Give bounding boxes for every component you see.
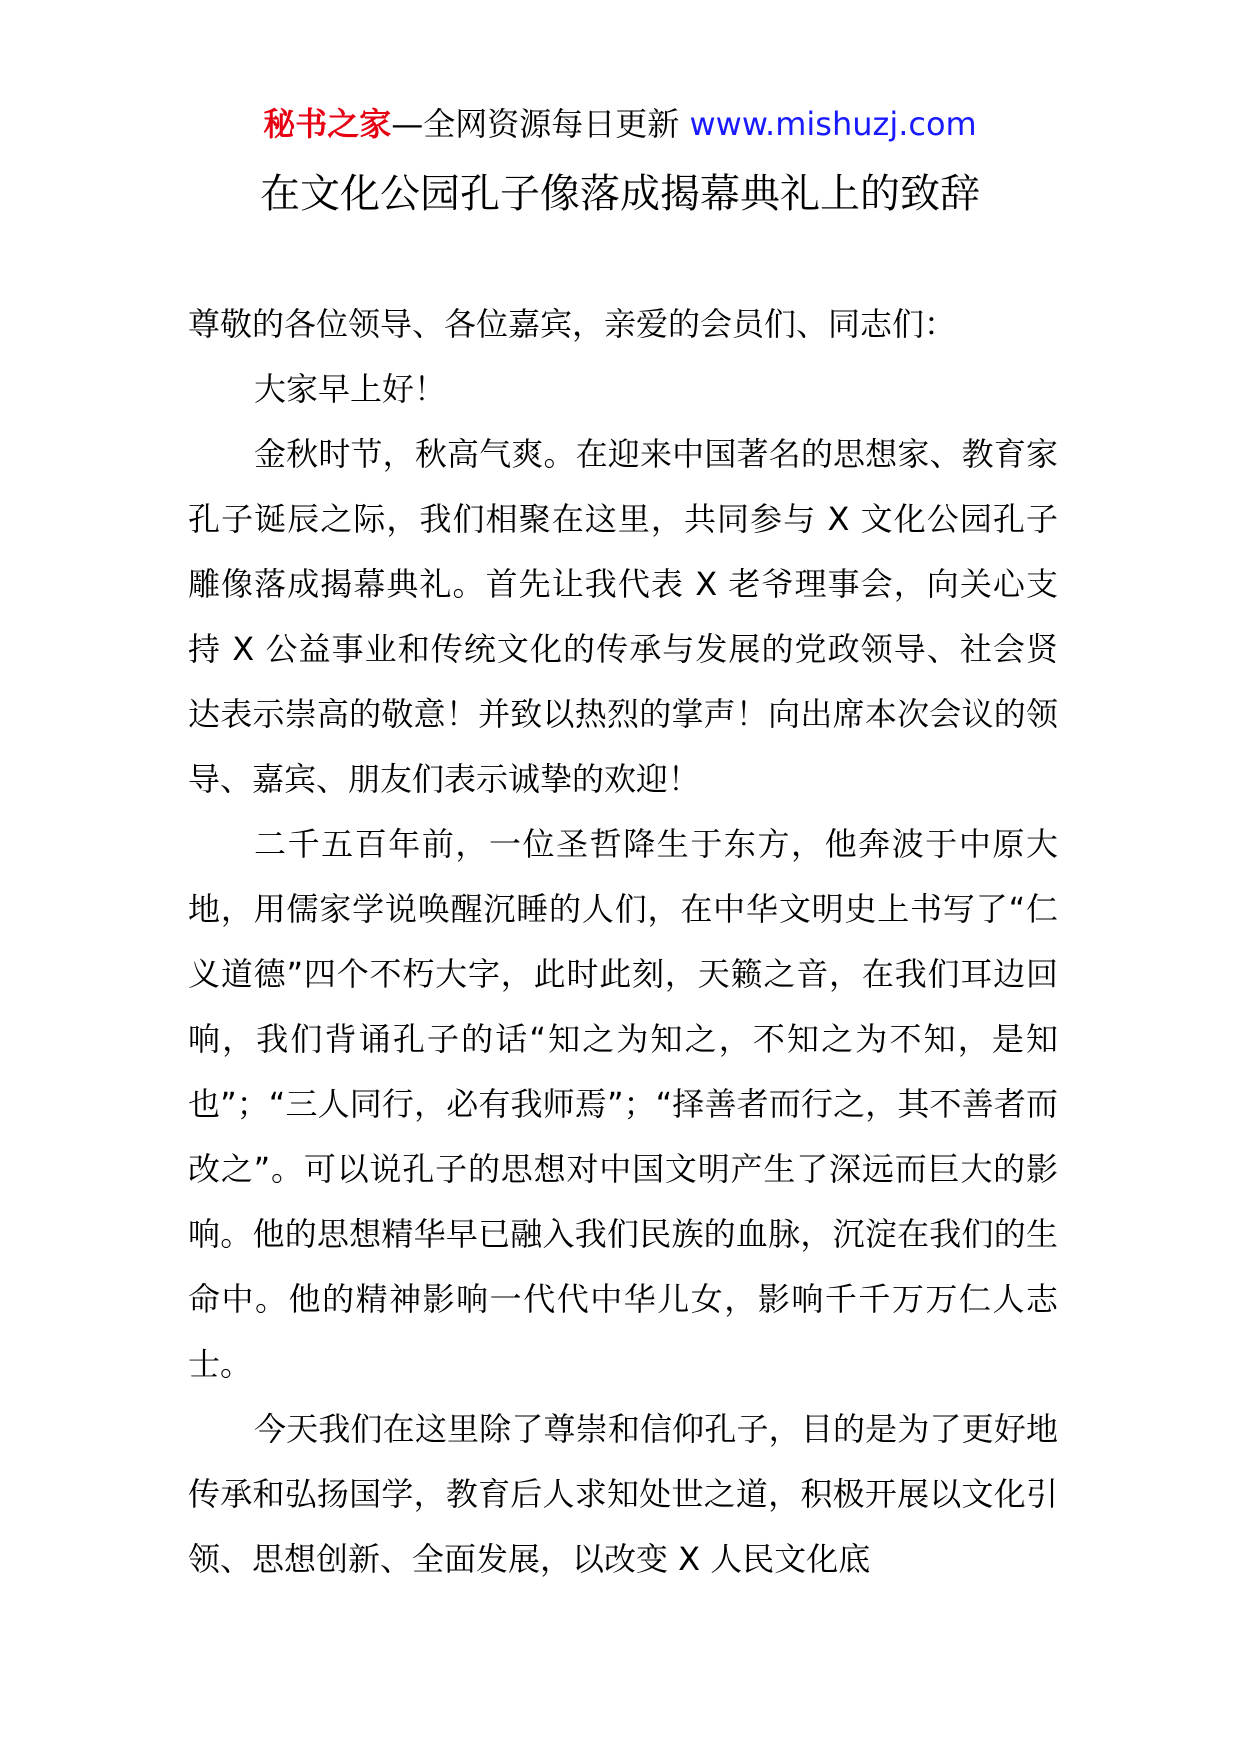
- document-title: 在文化公园孔子像落成揭幕典礼上的致辞: [260, 171, 980, 217]
- paragraph-confucius: 二千五百年前，一位圣哲降生于东方，他奔波于中原大地，用儒家学说唤醒沉睡的人们，在中华文明史上书写了“仁义道德”四个不朽大字，此时此刻，天籁之音，在我们耳边回响，我们背诵孔子的话“知之为知之，不知之为不知，是知也”；“三人同行，必有我师焉”；“择善者而行之，其不善者而改之”。可以说孔子的思想对中国文明产生了深远而巨大的影响。他的思想精华早已融入我们民族的血脉，沉淀在我们的生命中。他的精神影响一代代中华儿女，影响千千万万仁人志士。: [188, 825, 1058, 1383]
- brand-name: 秘书之家: [263, 105, 392, 143]
- document-body: [188, 292, 1058, 1592]
- site-url-link[interactable]: www.mishuzj.com: [689, 105, 977, 143]
- site-header: [0, 102, 1240, 146]
- paragraph-opening: 金秋时节，秋高气爽。在迎来中国著名的思想家、教育家孔子诞辰之际，我们相聚在这里，共同参与 X 文化公园孔子雕像落成揭幕典礼。首先让我代表 X 老爷理事会，向关心支持 X 公益事业和传统文化的传承与发展的党政领导、社会贤达表示崇高的敬意！并致以热烈的掌声！向出席本次会议的领导、嘉宾、朋友们表示诚挚的欢迎！: [188, 435, 1058, 798]
- header-tagline: —全网资源每日更新: [391, 105, 680, 143]
- salutation: 尊敬的各位领导、各位嘉宾，亲爱的会员们、同志们：: [188, 305, 957, 343]
- paragraph-greeting: 大家早上好！: [254, 370, 447, 408]
- paragraph-purpose: 今天我们在这里除了尊崇和信仰孔子，目的是为了更好地传承和弘扬国学，教育后人求知处世之道，积极开展以文化引领、思想创新、全面发展，以改变 X 人民文化底: [188, 1410, 1058, 1578]
